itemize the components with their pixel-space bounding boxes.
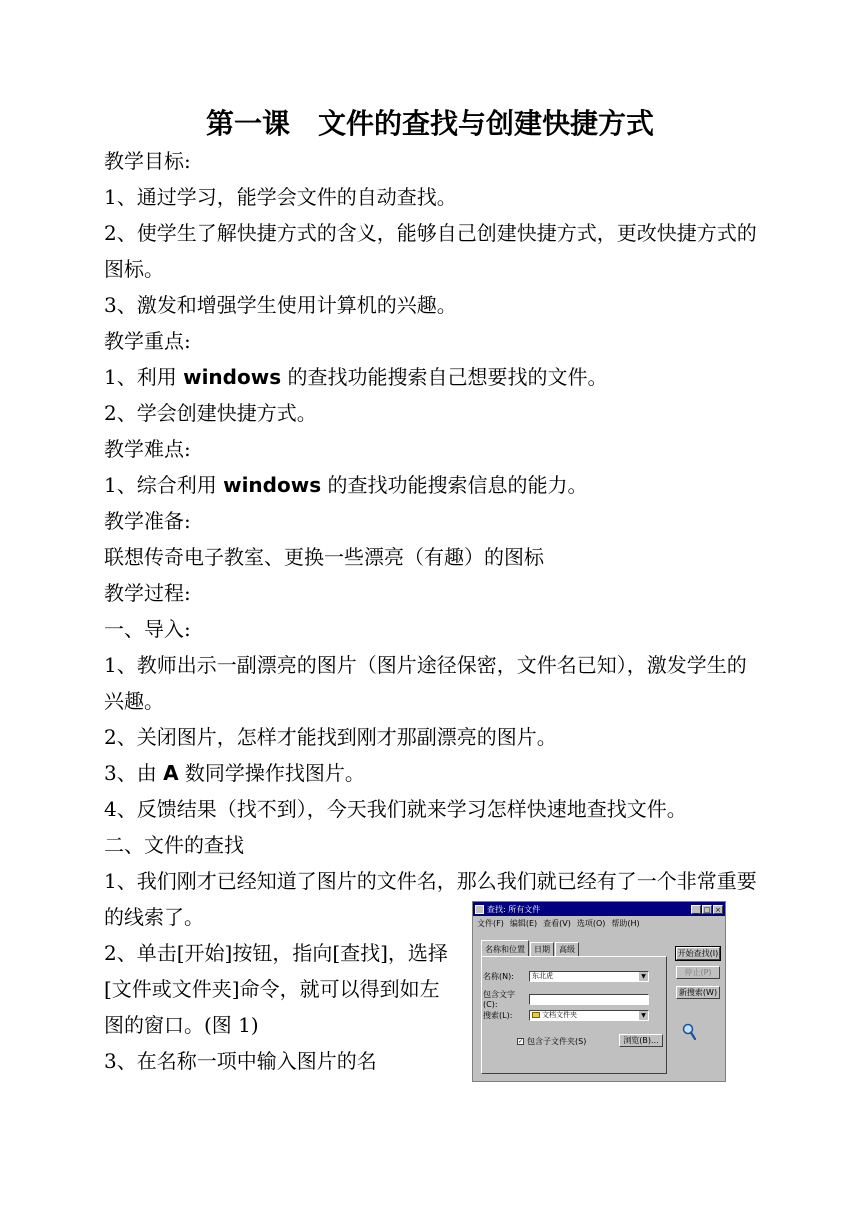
tab-date[interactable]: 日期	[530, 942, 554, 956]
subfolders-row	[517, 1036, 586, 1047]
intro-step-4: 4、反馈结果（找不到），今天我们就来学习怎样快速地查找文件。	[104, 797, 687, 821]
subfolders-label: 包含子文件夹(S)	[527, 1037, 587, 1046]
find-now-button[interactable]: 开始查找(I)	[677, 949, 719, 958]
maximize-icon[interactable]: □	[703, 905, 711, 914]
chevron-down-icon[interactable]: ▼	[639, 972, 648, 981]
contains-input[interactable]	[529, 994, 649, 1005]
search-row	[483, 1010, 649, 1021]
section-intro-heading: 一、导入:	[104, 617, 191, 641]
text: 1、综合利用	[104, 473, 224, 497]
new-search-button[interactable]: 新搜索(W)	[676, 986, 720, 999]
objective-1: 1、通过学习，能学会文件的自动查找。	[104, 185, 457, 209]
search-location-value: 文档文件夹	[542, 1011, 577, 1019]
magnifier-icon	[682, 1023, 696, 1041]
a-term: A	[163, 761, 179, 785]
text: 数同学操作找图片。	[178, 761, 365, 785]
objective-2: 2、使学生了解快捷方式的含义，能够自己创建快捷方式，更改快捷方式的图标。	[104, 221, 757, 281]
browse-button[interactable]: 浏览(B)...	[619, 1034, 663, 1047]
dialog-menubar	[473, 916, 725, 930]
find-step-2: 2、单击[开始]按钮，指向[查找]，选择[文件或文件夹]命令，就可以得到如左图的窗口。(图 1)	[104, 941, 448, 1037]
menu-file[interactable]: 文件(F)	[477, 918, 504, 928]
minimize-icon[interactable]: _	[691, 905, 701, 914]
tab-name-location[interactable]: 名称和位置	[481, 940, 529, 956]
folder-icon	[532, 1012, 540, 1018]
find-dialog-figure	[472, 901, 726, 1082]
intro-step-3	[104, 755, 764, 791]
key-point-2: 2、学会创建快捷方式。	[104, 401, 317, 425]
contains-label: 包含文字(C):	[483, 990, 515, 1009]
objectives-heading: 教学目标:	[104, 149, 191, 173]
search-location-select[interactable]	[529, 1010, 649, 1021]
search-app-icon	[475, 905, 484, 914]
objective-3: 3、激发和增强学生使用计算机的兴趣。	[104, 293, 457, 317]
key-points-heading: 教学重点:	[104, 329, 191, 353]
windows-term: windows	[183, 365, 282, 389]
find-step-1: 1、我们刚才已经知道了图片的文件名，那么我们就已经有了一个非常重要的线索了。	[104, 869, 757, 929]
text: 的查找功能搜索自己想要找的文件。	[281, 365, 608, 389]
text: 的查找功能搜索信息的能力。	[321, 473, 588, 497]
text: 1、利用	[104, 365, 184, 389]
menu-edit[interactable]: 编辑(E)	[509, 918, 538, 928]
process-heading: 教学过程:	[104, 581, 191, 605]
difficulty-1	[104, 467, 764, 503]
close-icon[interactable]: ×	[713, 905, 723, 914]
section-find-heading: 二、文件的查找	[104, 833, 244, 857]
name-input[interactable]	[529, 971, 649, 982]
windows-term: windows	[223, 473, 322, 497]
chevron-down-icon[interactable]: ▼	[639, 1011, 648, 1020]
search-label: 搜索(L):	[483, 1011, 513, 1020]
preparation-text: 联想传奇电子教室、更换一些漂亮（有趣）的图标	[104, 545, 544, 569]
dialog-title: 查找: 所有文件	[487, 904, 541, 914]
dialog-titlebar	[473, 902, 725, 916]
dialog-tabs	[481, 942, 580, 956]
key-point-1	[104, 359, 764, 395]
subfolders-checkbox[interactable]: ✓	[518, 1038, 524, 1045]
name-value: 东北虎	[532, 972, 553, 980]
difficulty-heading: 教学难点:	[104, 437, 191, 461]
name-label: 名称(N):	[483, 972, 514, 981]
find-step-3: 3、在名称一项中输入图片的名	[104, 1049, 377, 1073]
contains-row	[483, 989, 649, 1009]
intro-step-2: 2、关闭图片，怎样才能找到刚才那副漂亮的图片。	[104, 725, 557, 749]
menu-view[interactable]: 查看(V)	[543, 918, 571, 928]
name-row	[483, 971, 649, 982]
lesson-title: 第一课 文件的查找与创建快捷方式	[205, 107, 654, 140]
preparation-heading: 教学准备:	[104, 509, 191, 533]
intro-step-1: 1、教师出示一副漂亮的图片（图片途径保密，文件名已知），激发学生的兴趣。	[104, 653, 747, 713]
menu-options[interactable]: 选项(O)	[576, 918, 606, 928]
menu-help[interactable]: 帮助(H)	[611, 918, 640, 928]
tab-advanced[interactable]: 高级	[555, 942, 579, 956]
text: 3、由	[104, 761, 164, 785]
stop-button[interactable]: 停止(P)	[676, 966, 720, 979]
